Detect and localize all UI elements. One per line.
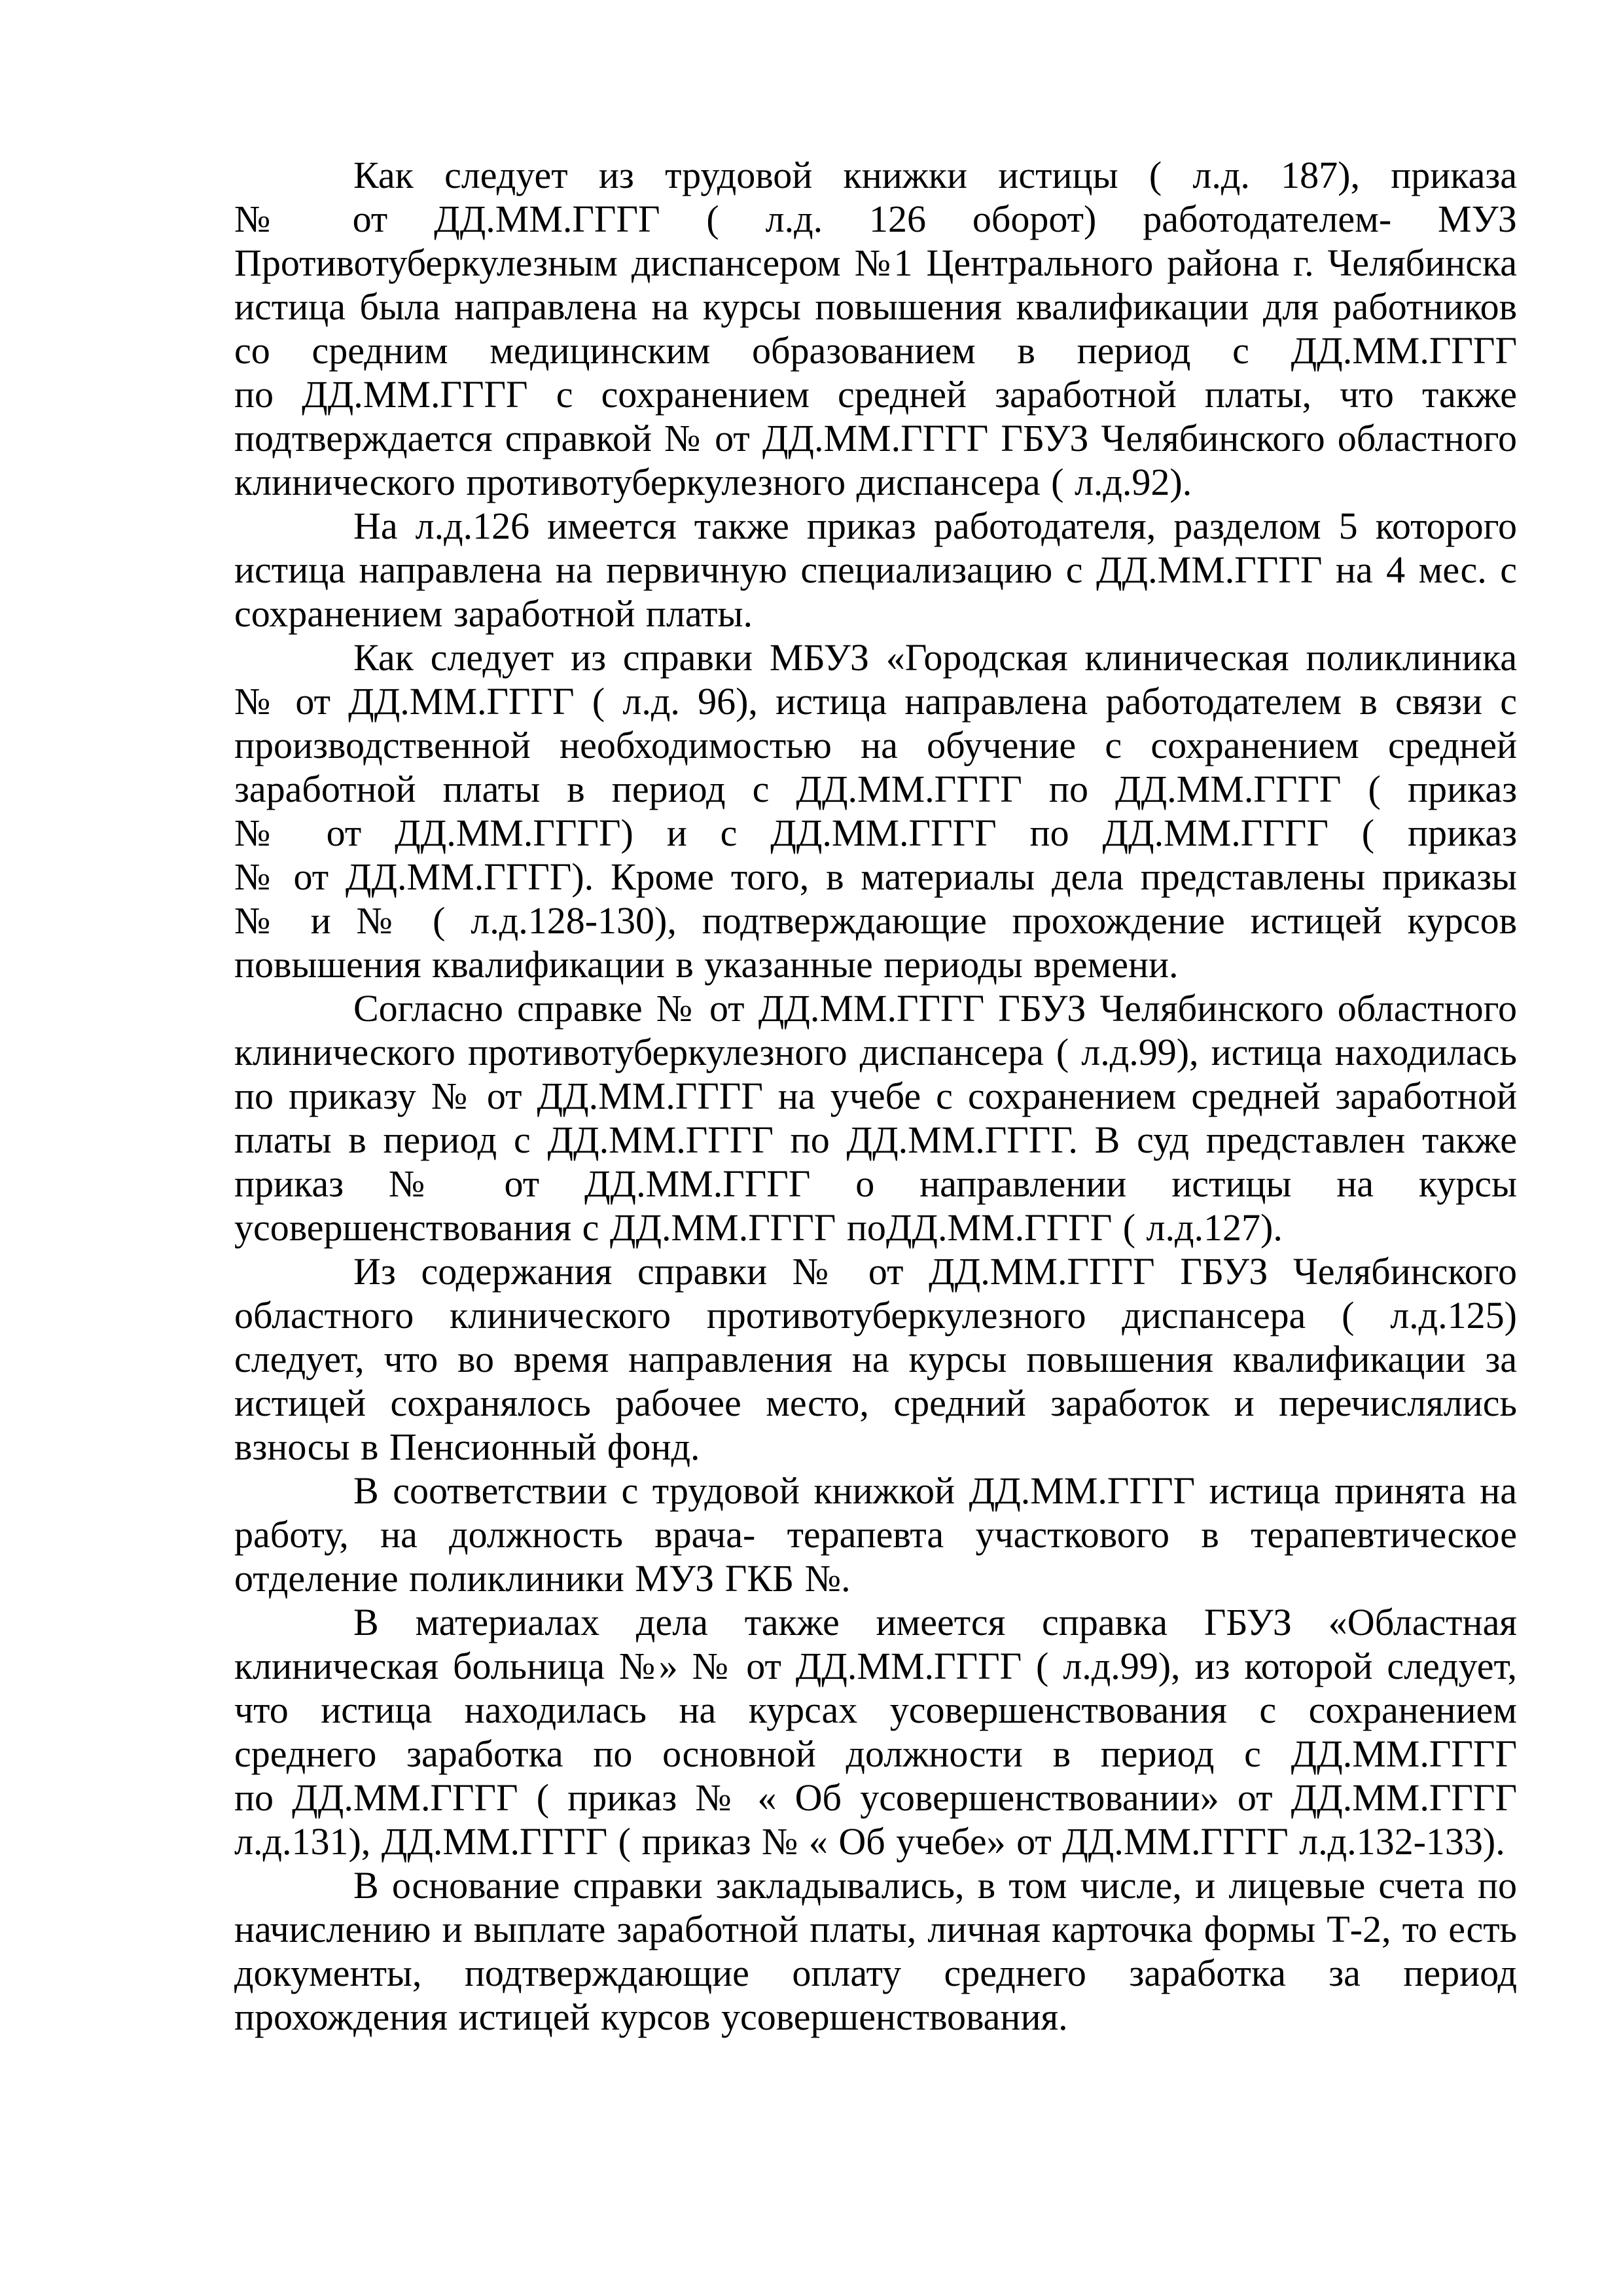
paragraph-8: В основание справки закладывались, в том числе, и лицевые счета по начислению и выплате заработной платы, личная карточка формы Т-2, то есть документы, подтверждающие оплату среднего заработка за период прохождения истицей курсов усовершенствования. bbox=[234, 1864, 1517, 2038]
paragraph-3: Как следует из справки МБУЗ «Городская клиническая поликлиника № от ДД.ММ.ГГГГ ( л.д. 96), истица направлена работодателем в связи с производственной необходимостью на обучение с сохранением средней заработной платы в период с ДД.ММ.ГГГГ по ДД.ММ.ГГГГ ( приказ № от ДД.ММ.ГГГГ) и с ДД.ММ.ГГГГ по ДД.ММ.ГГГГ ( приказ № от ДД.ММ.ГГГГ). Кроме того, в материалы дела представлены приказы № и № ( л.д.128-130), подтверждающие прохождение истицей курсов повышения квалификации в указанные периоды времени. bbox=[234, 636, 1517, 986]
document-text-block bbox=[234, 153, 1517, 2039]
paragraph-2: На л.д.126 имеется также приказ работодателя, разделом 5 которого истица направлена на первичную специализацию с ДД.ММ.ГГГГ на 4 мес. с сохранением заработной платы. bbox=[234, 505, 1517, 635]
paragraph-6: В соответствии с трудовой книжкой ДД.ММ.ГГГГ истица принята на работу, на должность врача- терапевта участкового в терапевтическое отделение поликлиники МУЗ ГКБ №. bbox=[234, 1469, 1517, 1600]
paragraph-5: Из содержания справки № от ДД.ММ.ГГГГ ГБУЗ Челябинского областного клинического противотуберкулезного диспансера ( л.д.125) следует, что во время направления на курсы повышения квалификации за истицей сохранялось рабочее место, средний заработок и перечислялись взносы в Пенсионный фонд. bbox=[234, 1250, 1517, 1468]
paragraph-1: Как следует из трудовой книжки истицы ( л.д. 187), приказа № от ДД.ММ.ГГГГ ( л.д. 126 оборот) работодателем- МУЗ Противотуберкулезным диспансером №1 Центрального района г. Челябинска истица была направлена на курсы повышения квалификации для работников со средним медицинским образованием в период с ДД.ММ.ГГГГ по ДД.ММ.ГГГГ с сохранением средней заработной платы, что также подтверждается справкой № от ДД.ММ.ГГГГ ГБУЗ Челябинского областного клинического противотуберкулезного диспансера ( л.д.92). bbox=[234, 154, 1517, 503]
paragraph-4: Согласно справке № от ДД.ММ.ГГГГ ГБУЗ Челябинского областного клинического противотуберкулезного диспансера ( л.д.99), истица находилась по приказу № от ДД.ММ.ГГГГ на учебе с сохранением средней заработной платы в период с ДД.ММ.ГГГГ по ДД.ММ.ГГГГ. В суд представлен также приказ № от ДД.ММ.ГГГГ о направлении истицы на курсы усовершенствования с ДД.ММ.ГГГГ поДД.ММ.ГГГГ ( л.д.127). bbox=[234, 987, 1517, 1249]
paragraph-7: В материалах дела также имеется справка ГБУЗ «Областная клиническая больница №» № от ДД.ММ.ГГГГ ( л.д.99), из которой следует, что истица находилась на курсах усовершенствования с сохранением среднего заработка по основной должности в период с ДД.ММ.ГГГГ по ДД.ММ.ГГГГ ( приказ № « Об усовершенствовании» от ДД.ММ.ГГГГ л.д.131), ДД.ММ.ГГГГ ( приказ № « Об учебе» от ДД.ММ.ГГГГ л.д.132-133). bbox=[234, 1601, 1517, 1863]
